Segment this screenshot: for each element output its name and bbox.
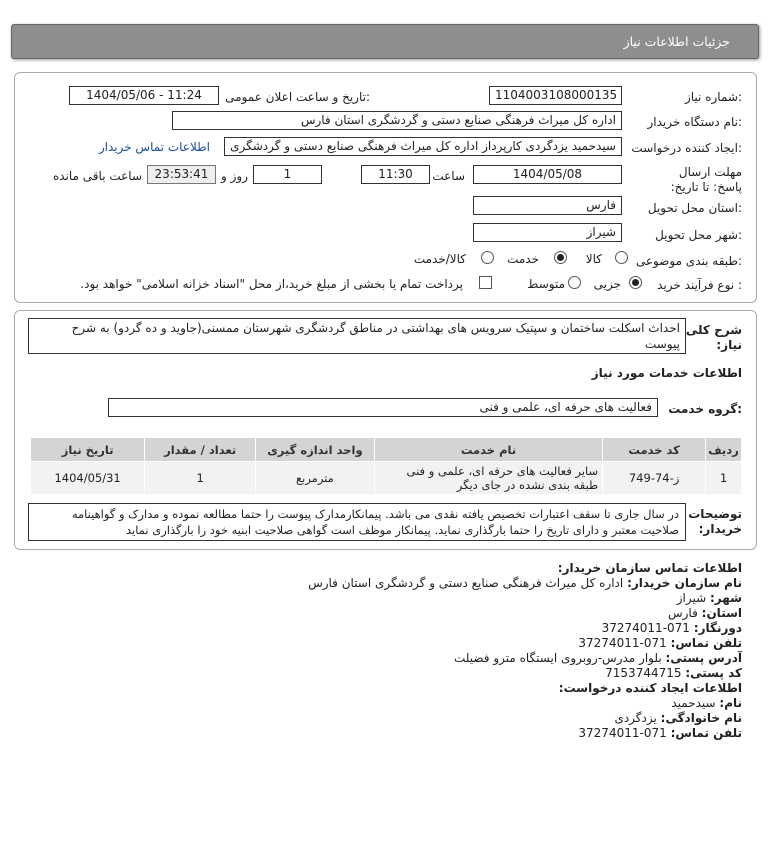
process-radio-medium[interactable] [568,276,581,289]
buyer-org-row [308,576,742,590]
address-value: بلوار مدرس-روبروی ایستگاه مترو فضیلت [453,651,662,665]
days-field: 1 [253,165,322,184]
category-radio-goods[interactable] [615,251,628,264]
buyer-contact-title: اطلاعات تماس سازمان خریدار: [557,561,742,575]
time-label: ساعت [432,169,465,183]
creator-phone-label: تلفن تماس: [670,726,742,740]
payment-note: پرداخت تمام یا بخشی از مبلغ خرید،از محل "اسناد خزانه اسلامی" خواهد بود. [80,277,463,291]
category-radio-service[interactable] [554,251,567,264]
summary-label: شرح کلی نیاز: [685,323,742,352]
creator-family-label: نام خانوادگی: [660,711,742,725]
contact-province-label: استان: [701,606,742,620]
province-label: استان محل تحویل: [647,201,742,215]
address-label: آدرس پستی: [665,651,742,665]
col-unit-header: واحد اندازه گیری [256,438,375,462]
fax-value: 071-37274011 [601,621,690,635]
table-header-row [31,438,742,462]
cell-name: سایر فعالیت های حرفه ای، علمی و فنی طبقه بندی نشده در جای دیگر [374,462,602,495]
deadline-label: مهلت ارسال پاسخ: تا تاریخ: [670,165,742,194]
notes-label: توضیحات خریدار: [688,507,742,536]
services-table [30,437,742,495]
process-label: نوع فرآیند خرید : [657,278,742,292]
creator-phone-row [578,726,742,740]
creator-name-label: نام: [719,696,742,710]
creator-name-row [671,696,742,710]
contact-city-value: شیراز [676,591,707,605]
announce-field: 1404/05/06 - 11:24 [69,86,219,105]
col-name-header: نام خدمت [374,438,602,462]
category-option-service: خدمت [507,252,539,266]
phone-label: تلفن تماس: [670,636,742,650]
buyer-org-field: اداره کل میراث فرهنگی صنایع دستی و گردشگری استان فارس [172,111,622,130]
creator-name-value: سیدحمید [671,696,716,710]
cell-qty: 1 [145,462,256,495]
phone-row [578,636,742,650]
deadline-time-field: 11:30 [361,165,430,184]
cell-unit: مترمربع [256,462,375,495]
summary-field: احداث اسکلت ساختمان و سپتیک سرویس های بهداشتی در مناطق گردشگری شهرستان ممسنی(جاوید و ده گردو) به شرح پیوست [28,318,686,354]
phone-value: 071-37274011 [578,636,667,650]
creator-phone-value: 071-37274011 [578,726,667,740]
treasury-checkbox[interactable] [479,276,492,289]
page-title: جزئیات اطلاعات نیاز [623,34,730,49]
creator-label: ایجاد کننده درخواست: [631,141,742,155]
page-header [11,24,759,59]
process-option-medium: متوسط [527,277,565,291]
category-option-goods: کالا [585,252,602,266]
process-option-minor: جزیی [593,277,621,291]
category-label: طبقه بندی موضوعی: [635,254,742,268]
postal-label: کد پستی: [685,666,742,680]
contact-province-row [668,606,742,620]
category-radio-goods-service[interactable] [481,251,494,264]
need-number-field: 1104003108000135 [489,86,622,105]
col-row-header: ردیف [705,438,741,462]
col-date-header: تاریخ نیاز [31,438,145,462]
fax-row [602,621,742,635]
service-group-label: گروه خدمت: [668,402,742,416]
deadline-date-field: 1404/05/08 [473,165,622,184]
cell-code: ز-74-749 [603,462,706,495]
org-value: اداره کل میراث فرهنگی صنایع دستی و گردشگری استان فارس [308,576,624,590]
contact-city-label: شهر: [710,591,742,605]
city-label: شهر محل تحویل: [655,228,742,242]
buyer-org-label: نام دستگاه خریدار: [647,115,742,129]
process-radio-minor[interactable] [629,276,642,289]
contact-city-row [677,591,742,605]
need-number-label: شماره نیاز: [684,90,742,104]
remaining-label: ساعت باقی مانده [52,169,142,183]
services-title: اطلاعات خدمات مورد نیاز [591,366,742,380]
creator-family-value: یزدگردی [614,711,657,725]
service-group-field: فعالیت های حرفه ای، علمی و فنی [108,398,658,417]
days-label: روز و [221,169,248,183]
col-qty-header: تعداد / مقدار [145,438,256,462]
cell-row: 1 [705,462,741,495]
address-row [454,651,742,665]
table-row [31,462,742,495]
remaining-time-field: 23:53:41 [147,165,216,184]
province-field: فارس [473,196,622,215]
announce-label: تاریخ و ساعت اعلان عمومی: [225,90,370,104]
postal-value: 7153744715 [605,666,682,680]
cell-date: 1404/05/31 [31,462,145,495]
creator-field: سیدحمید یزدگردی کارپرداز اداره کل میراث فرهنگی صنایع دستی و گردشگری [224,137,622,156]
notes-field: در سال جاری تا سقف اعتبارات تخصیص یافته نقدی می باشد. پیمانکارمدارک پیوست را حتما مطالعه نموده و مدارک و گواهینامه صلاحیت معتبر و دارای تاریخ را حتما بارگذاری نماید. پیمانکار موظف است گواهی صلاحیت ابنیه خود را بارگذاری نماید [28,503,686,541]
creator-contact-title: اطلاعات ایجاد کننده درخواست: [558,681,742,695]
need-info-panel [14,72,757,303]
postal-row [605,666,742,680]
city-field: شیراز [473,223,622,242]
org-label: نام سازمان خریدار: [627,576,742,590]
buyer-contact-link[interactable]: اطلاعات تماس خریدار [98,140,210,154]
creator-family-row [614,711,742,725]
category-option-goods-service: کالا/خدمت [413,252,466,266]
contact-province-value: فارس [667,606,698,620]
fax-label: دورنگار: [693,621,742,635]
col-code-header: کد خدمت [603,438,706,462]
